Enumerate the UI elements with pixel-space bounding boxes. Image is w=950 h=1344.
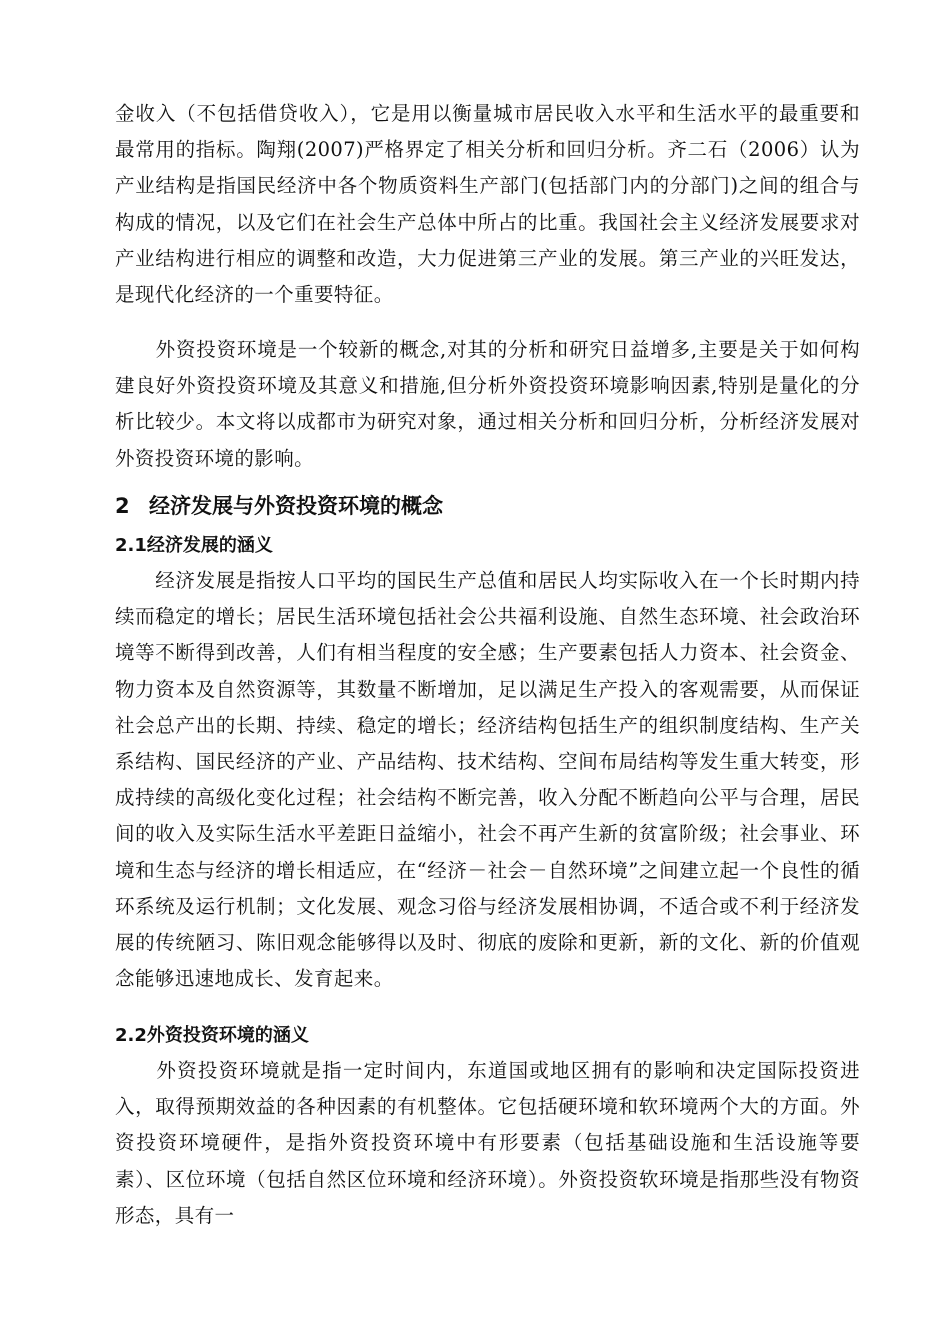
paragraph-investment-environment: 外资投资环境就是指一定时间内，东道国或地区拥有的影响和决定国际投资进入，取得预期效益的各种因素的有机整体。它包括硬环境和软环境两个大的方面。外资投资环境硬件，是指外资投资环境中有形要素（包括基础设施和生活设施等要素）、区位环境（包括自然区位环境和经济环境）。外资投资软环境是指那些没有物资形态，具有一	[115, 1059, 860, 1227]
paragraph-economic-development: 经济发展是指按人口平均的国民生产总值和居民人均实际收入在一个长时期内持续而稳定的增长；居民生活环境包括社会公共福利设施、自然生态环境、社会政治环境等不断得到改善，人们有相当程度的安全感；生产要素包括人力资本、社会资金、物力资本及自然资源等，其数量不断增加，足以满足生产投入的客观需要，从而保证社会总产出的长期、持续、稳定的增长；经济结构包括生产的组织制度结构、生产关系结构、国民经济的产业、产品结构、技术结构、空间布局结构等发生重大转变，形成持续的高级化变化过程；社会结构不断完善，收入分配不断趋向公平与合理，居民间的收入及实际生活水平差距日益缩小，社会不再产生新的贫富阶级；社会事业、环境和生态与经济的增长相适应，在“经济－社会－自然环境”之间建立起一个良性的循环系统及运行机制；文化发展、观念习俗与经济发展相协调，不适合或不利于经济发展的传统陋习、陈旧观念能够得以及时、彻底的废除和更新，新的文化、新的价值观念能够迅速地成长、发育起来。	[115, 569, 860, 991]
section-heading-2	[115, 491, 443, 521]
section-number: 2	[115, 494, 130, 518]
paragraph-foreign-investment-intro: 外资投资环境是一个较新的概念,对其的分析和研究日益增多,主要是关于如何构建良好外资投资环境及其意义和措施,但分析外资投资环境影响因素,特别是量化的分析比较少。本文将以成都市为研究对象，通过相关分析和回归分析，分析经济发展对外资投资环境的影响。	[115, 338, 860, 470]
paragraph-urban-income: 金收入（不包括借贷收入），它是用以衡量城市居民收入水平和生活水平的最重要和最常用的指标。陶翔(2007)严格界定了相关分析和回归分析。齐二石（2006）认为产业结构是指国民经济中各个物质资料生产部门(包括部门内的分部门)之间的组合与构成的情况，以及它们在社会生产总体中所占的比重。我国社会主义经济发展要求对产业结构进行相应的调整和改造，大力促进第三产业的发展。第三产业的兴旺发达，是现代化经济的一个重要特征。	[115, 102, 860, 307]
subsection-heading-2-2: 2.2外资投资环境的涵义	[115, 1025, 309, 1046]
subsection-heading-2-1: 2.1经济发展的涵义	[115, 535, 273, 556]
section-title: 经济发展与外资投资环境的概念	[149, 494, 443, 518]
